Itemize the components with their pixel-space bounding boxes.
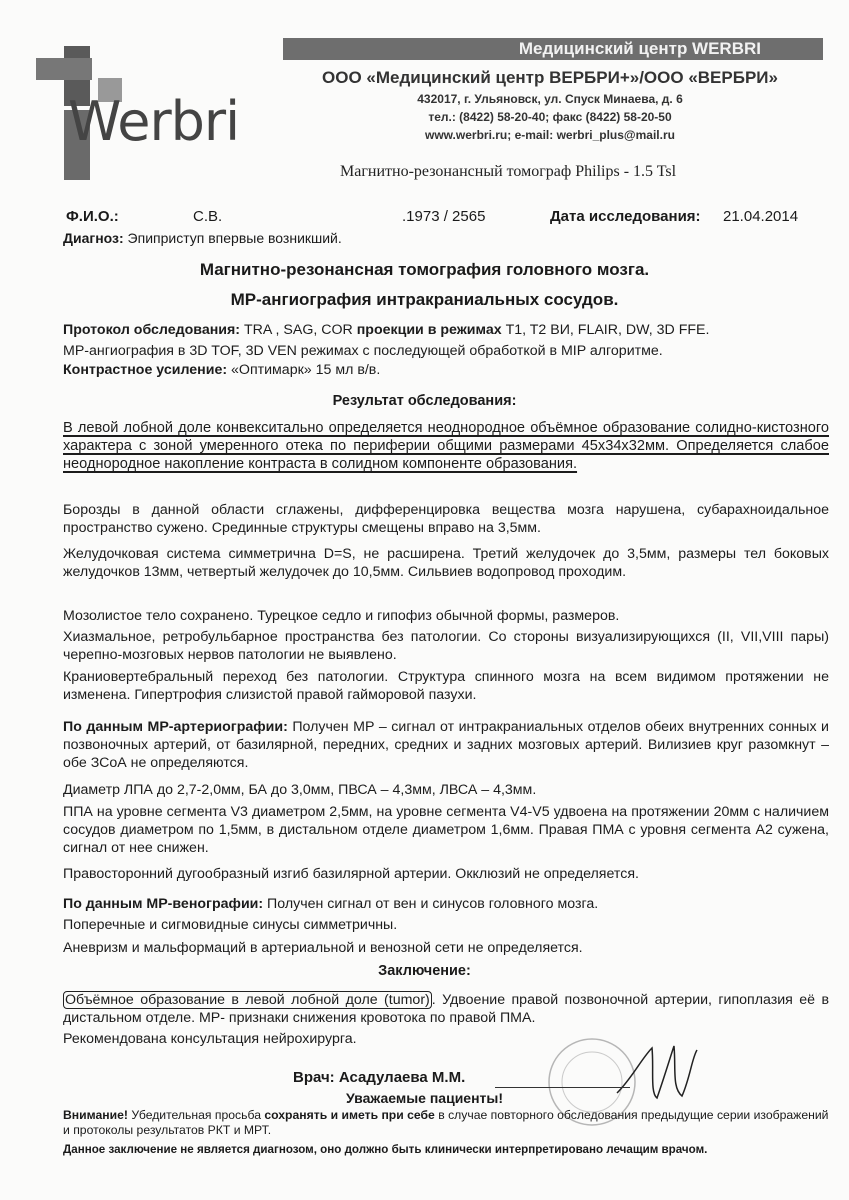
results-p5: Хиазмальное, ретробульбарное пространства без патологии. Со стороны визуализирующихся (II, VII,VIII пары) черепно-мозговых нервов патологии не выявлено. bbox=[63, 629, 829, 663]
conclusion-heading: Заключение: bbox=[378, 963, 471, 979]
veno-p1-text: Получен сигнал от вен и синусов головного мозга. bbox=[263, 896, 599, 912]
contrast-line bbox=[63, 361, 829, 379]
protocol-label: Протокол обследования: bbox=[63, 322, 241, 338]
greeting: Уважаемые пациенты! bbox=[345, 1090, 504, 1106]
protocol-modes-label: проекции в режимах bbox=[356, 322, 502, 338]
diagnosis-text: Эпиприступ впервые возникший. bbox=[127, 230, 342, 246]
clinic-contacts bbox=[300, 66, 800, 144]
doctor-name: Врач: Асадулаева М.М. bbox=[293, 1069, 466, 1086]
clinic-banner-name: Медицинский центр WERBRI bbox=[518, 39, 761, 58]
results-heading: Результат обследования: bbox=[332, 393, 517, 409]
diagnosis bbox=[63, 230, 342, 246]
protocol-angio: МР-ангиография в 3D TOF, 3D VEN режимах с последующей обработкой в MIP алгоритме. bbox=[63, 343, 663, 359]
attention-text1: Убедительная просьба bbox=[127, 1108, 265, 1122]
arterio-p4: Правосторонний дугообразный изгиб базилярной артерии. Окклюзий не определяется. bbox=[63, 866, 639, 882]
signature-line bbox=[495, 1087, 630, 1088]
veno-p1 bbox=[63, 895, 829, 913]
arterio-p3: ППА на уровне сегмента V3 диаметром 2,5мм, на уровне сегмента V4-V5 удвоена на протяжении 20мм с наличием сосудов диаметром по 1,5мм, в дистальном отделе диаметром 1,6мм. Правая ПМА с уровня сегмента А2 сужена, сигнал от нее снижен. bbox=[63, 804, 829, 856]
fio-label: Ф.И.О.: bbox=[66, 208, 119, 225]
exam-date-value: 21.04.2014 bbox=[723, 208, 799, 225]
arterio-label: По данным МР-артериографии: bbox=[63, 719, 288, 735]
exam-date-label: Дата исследования: bbox=[550, 208, 701, 225]
arterio-p2: Диаметр ЛПА до 2,7-2,0мм, БА до 3,0мм, ПВСА – 4,3мм, ЛВСА – 4,3мм. bbox=[63, 782, 537, 798]
results-p3: Желудочковая система симметрична D=S, не расширена. Третий желудочек до 3,5мм, размеры тел боковых желудочков 13мм, четвертый желудочек до 10,5мм. Сильвиев водопровод проходим. bbox=[63, 546, 829, 580]
report-title: Магнитно-резонансная томография головного мозга. bbox=[199, 260, 650, 279]
disclaimer: Данное заключение не является диагнозом, оно должно быть клинически интерпретировано лечащим врачом. bbox=[63, 1143, 708, 1156]
org-web: www.werbri.ru; e-mail: werbri_plus@mail.ru bbox=[425, 128, 675, 142]
protocol-line bbox=[63, 321, 829, 339]
report-subtitle: МР-ангиография интракраниальных сосудов. bbox=[230, 290, 619, 309]
attention-bold: сохранять и иметь при себе bbox=[264, 1108, 435, 1122]
attention-label: Внимание! bbox=[63, 1108, 128, 1122]
clinic-banner bbox=[283, 38, 823, 60]
org-phones: тел.: (8422) 58-20-40; факс (8422) 58-20-50 bbox=[428, 110, 672, 124]
arterio-p1-text: Получен МР – сигнал от интракраниальных отделов обеих внутренних сонных и позвоночных артерий, от базилярной, передних, средних и задних мозговых артерий. Вилизиев круг разомкнут – обе ЗСоА не определяются. bbox=[63, 719, 829, 771]
results-p2: Борозды в данной области сглажены, дифференцировка вещества мозга нарушена, субарахноидальное пространство сужено. Срединные структуры смещены вправо на 3,5мм. bbox=[63, 502, 829, 536]
protocol-modes: T1, T2 ВИ, FLAIR, DW, 3D FFE. bbox=[501, 322, 710, 338]
conclusion-rest: . Удвоение правой позвоночной артерии, гипоплазия её в дистальном отделе. МР- признаки снижения кровотока по правой ПМА. bbox=[63, 992, 829, 1026]
recommendation: Рекомендована консультация нейрохирурга. bbox=[63, 1031, 357, 1047]
tomograph-model: Магнитно-резонансный томограф Philips - 1.5 Tsl bbox=[340, 163, 677, 180]
results-p1: В левой лобной доле конвекситально определяется неоднородное объёмное образование солидно-кистозного характера с зоной умеренного отека по периферии общими размерами 45х34х32мм. Определяется слабое неоднородное накопление контраста в солидном компоненте образования. bbox=[63, 420, 829, 472]
results-p6: Краниовертебральный переход без патологии. Структура спинного мозга на всем видимом протяжении не изменена. Гипертрофия слизистой правой гайморовой пазухи. bbox=[63, 669, 829, 703]
fio-name: С.В. bbox=[193, 208, 223, 225]
attention-note bbox=[63, 1108, 833, 1138]
diagnosis-label: Диагноз: bbox=[63, 230, 124, 246]
results-p4: Мозолистое тело сохранено. Турецкое седло и гипофиз обычной формы, размеров. bbox=[63, 608, 620, 624]
conclusion-text bbox=[63, 991, 829, 1027]
contrast-text: «Оптимарк» 15 мл в/в. bbox=[227, 362, 381, 378]
contrast-label: Контрастное усиление: bbox=[63, 362, 228, 378]
protocol-planes: TRA , SAG, COR bbox=[240, 322, 357, 338]
veno-p3: Аневризм и мальформаций в артериальной и венозной сети не определяется. bbox=[63, 940, 583, 956]
arterio-p1 bbox=[63, 718, 829, 772]
veno-label: По данным МР-венографии: bbox=[63, 896, 264, 912]
veno-p2: Поперечные и сигмовидные синусы симметричны. bbox=[63, 917, 398, 933]
org-address: 432017, г. Ульяновск, ул. Спуск Минаева, д. 6 bbox=[417, 92, 683, 106]
werbri-logo-text: Werbri bbox=[68, 90, 240, 153]
conclusion-boxed: Объёмное образование в левой лобной доле (tumor) bbox=[65, 992, 430, 1008]
org-name: ООО «Медицинский центр ВЕРБРИ+»/ООО «ВЕРБРИ» bbox=[322, 68, 778, 87]
attention-text2: в случае повторного обследования предыдущие серии изображений и протоколы результатов РКТ и МРТ. bbox=[63, 1108, 829, 1137]
fio-dob: .1973 / 2565 bbox=[402, 208, 486, 225]
